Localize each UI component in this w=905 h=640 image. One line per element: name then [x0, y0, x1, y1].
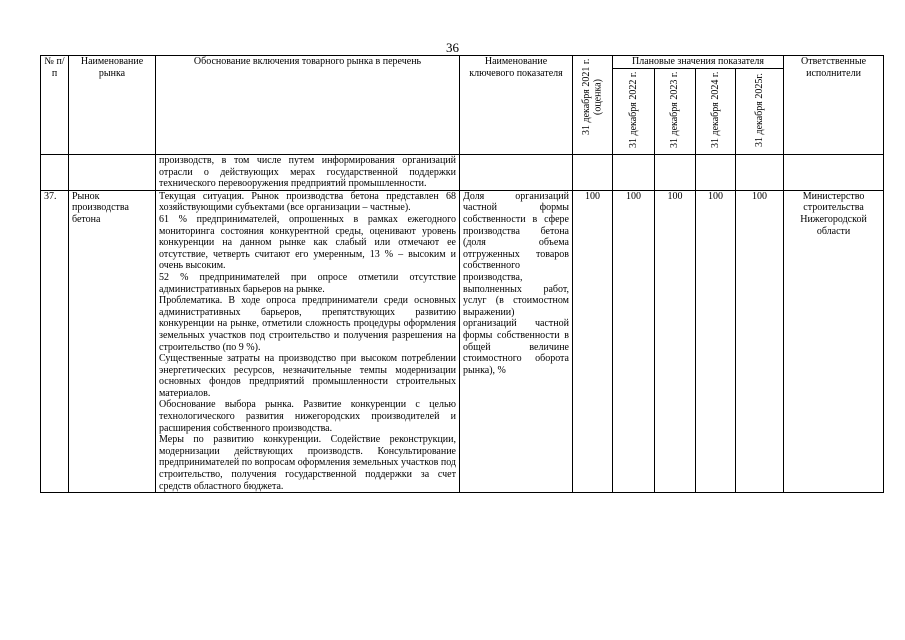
table-row-37	[41, 190, 884, 492]
value-2021: 100	[573, 190, 613, 492]
market-name: Рынок производства бетона	[69, 190, 156, 492]
paragraph-costs: Существенные затраты на производство при высоком потреблении энергетических ресурсов, незначительные темпы модернизации основных фондов предприятий промышленности строительных материалов.	[159, 353, 456, 399]
paragraph-market-choice: Обоснование выбора рынка. Развитие конкуренции с целью технологического развития нижегородских производителей и расширения собственного производства.	[159, 399, 456, 434]
paragraph-barriers: 52 % предпринимателей при опросе отметили отсутствие административных барьеров на рынке.	[159, 271, 456, 295]
header-2024: 31 декабря 2024 г.	[696, 69, 736, 155]
responsible-executor: Министерство строительства Нижегородской области	[784, 190, 884, 492]
header-key-indicator: Наименование ключевого показателя	[460, 56, 573, 155]
continuation-text: производств, в том числе путем информирования организаций отрасли о действующих мерах государственной поддержки технического перевооружения предприятий промышленности.	[156, 155, 460, 191]
paragraph-measures: Меры по развитию конкуренции. Содействие реконструкции, модернизации действующих производств. Консультирование предпринимателей по вопросам оформления земельных участков под строительство, получения государственной поддержки за счет средств областного бюджета.	[159, 434, 456, 492]
paragraph-current-situation: Текущая ситуация. Рынок производства бетона представлен 68 хозяйствующими субъектами (все организации – частные).	[159, 190, 456, 214]
table-row-continuation	[41, 155, 884, 191]
header-planned-values: Плановые значения показателя	[613, 56, 784, 69]
header-2021-estimate: 31 декабря 2021 г. (оценка)	[573, 56, 613, 155]
paragraph-problems: Проблематика. В ходе опроса предприниматели среди основных административных барьеров, препятствующих развитию конкуренции на рынке, отметили сложность процедуры оформления земельных участков под строительство и получения разрешения на строительство (по 9 %).	[159, 295, 456, 353]
value-2024: 100	[696, 190, 736, 492]
justification-cell	[156, 190, 460, 492]
competition-market-table	[40, 55, 884, 493]
value-2025: 100	[736, 190, 784, 492]
header-2022: 31 декабря 2022 г.	[613, 69, 655, 155]
row-number: 37.	[41, 190, 69, 492]
value-2022: 100	[613, 190, 655, 492]
header-executors: Ответственные исполнители	[784, 56, 884, 155]
key-indicator: Доля организаций частной формы собственности в сфере производства бетона (доля объема отгруженных товаров собственного производства, выполненных работ, услуг (в стоимостном выражении) организаций частной формы собственности в общей величине стоимостного оборота рынка), %	[460, 190, 573, 492]
value-2023: 100	[655, 190, 696, 492]
page-number: 36	[446, 40, 459, 55]
header-number: № п/п	[41, 56, 69, 155]
paragraph-survey-results: 61 % предпринимателей, опрошенных в рамках ежегодного мониторинга состояния конкурентной среды, оценивают уровень конкуренции на данном рынке как слабый или отмечают ее отсутствие, четверть считают его умеренным, 13 % – высоким и очень высоким.	[159, 213, 456, 272]
header-2025: 31 декабря 2025г.	[736, 69, 784, 155]
header-market-name: Наименование рынка	[69, 56, 156, 155]
header-2023: 31 декабря 2023 г.	[655, 69, 696, 155]
header-justification: Обоснование включения товарного рынка в перечень	[156, 56, 460, 155]
